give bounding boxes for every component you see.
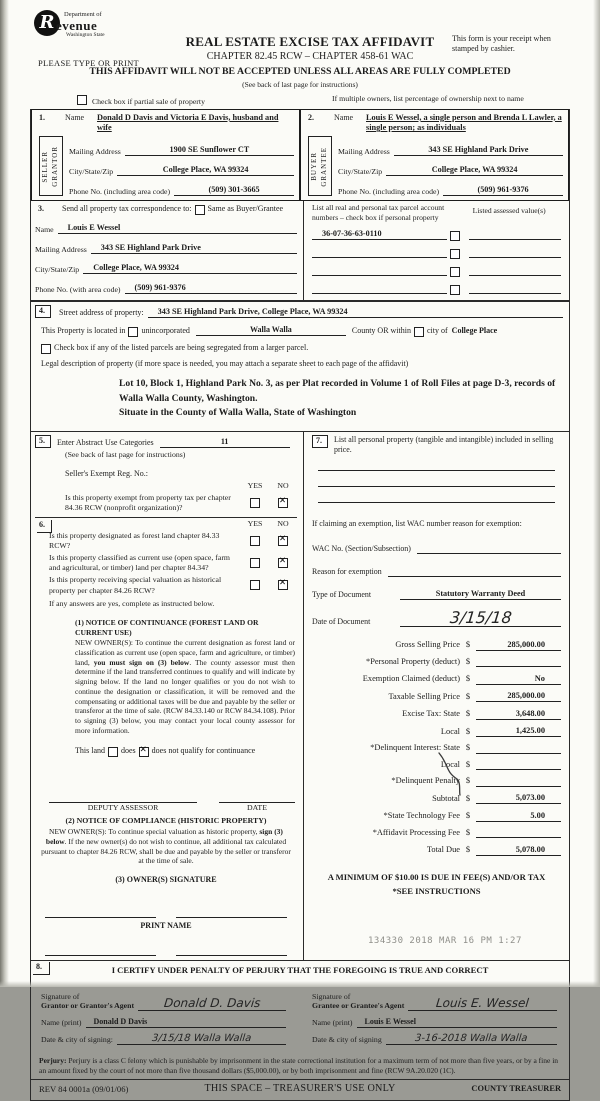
reason-exemption-label: Reason for exemption [312, 567, 382, 577]
corr-city-value[interactable]: College Place, WA 99324 [83, 262, 297, 274]
section4-number: 4. [35, 305, 51, 318]
deputy-assessor-signature-line[interactable] [49, 790, 197, 803]
logo-department-of: Department of [64, 11, 102, 18]
buyer-name-value[interactable]: Louis E Wessel, a single person and Brenda L Lawler, a single person; as individuals [366, 112, 562, 133]
s6-question3: Is this property receiving special valuation as historical property per chapter 84.26 RCW? [49, 575, 222, 595]
dollar-sign: $ [465, 674, 471, 684]
parcel-number-1[interactable]: 36-07-36-63-0110 [312, 229, 447, 240]
grantee-name-print-value[interactable]: Louis E Wessel [357, 1017, 558, 1028]
grantee-sig-label2: Grantee or Grantee's Agent [312, 1001, 405, 1011]
logo-washington-state: Washington State [66, 32, 105, 39]
grantor-sig-label1: Signature of [41, 991, 80, 1001]
grantee-sig-label1: Signature of [312, 991, 351, 1001]
grantee-signature-block [312, 986, 557, 1045]
personal-property-checkbox-3[interactable] [450, 267, 460, 277]
s6-question1: Is this property designated as forest land chapter 84.33 RCW? [49, 530, 220, 551]
personal-property-line-2[interactable] [318, 474, 555, 487]
parcel-number-2[interactable] [312, 247, 447, 258]
seller-phone-value[interactable]: (509) 301-3665 [174, 184, 294, 196]
grantor-signature-block [41, 986, 286, 1045]
perjury-statement [31, 1052, 569, 1080]
s6-yes-header: YES [247, 519, 263, 529]
same-as-buyer-label: Same as Buyer/Grantee [207, 204, 284, 214]
parcel-numbers-heading: List all real and personal tax parcel account numbers – check box if personal property [312, 203, 445, 222]
segregated-checkbox[interactable] [41, 344, 51, 354]
s6-q3-no-checkbox[interactable] [278, 580, 288, 590]
compliance-body-2: . If the new owner(s) do not wish to continue, all additional tax calculated pursuant to chapter 84.26 RCW, shall be due and payable by the seller or transferor at the time of sale. [41, 836, 291, 866]
fee-value-gross[interactable]: 285,000.00 [476, 639, 561, 651]
buyer-city-value[interactable]: College Place, WA 99324 [386, 164, 563, 176]
corr-city-label: City/State/Zip [35, 264, 80, 274]
perjury-label: Perjury: [39, 1055, 67, 1065]
unincorporated-checkbox[interactable] [128, 327, 138, 337]
deputy-assessor-date-line[interactable] [219, 790, 295, 803]
fee-label-delinq-penalty: *Delinquent Penalty [391, 776, 460, 786]
fee-value-total-due[interactable]: 5,078.00 [476, 844, 561, 856]
fee-label-taxable: Taxable Selling Price [388, 691, 460, 701]
city-of-value[interactable]: College Place [451, 326, 498, 336]
land-does-not-label: does not qualify for continuance [151, 745, 256, 755]
seller-name-label: Name [65, 112, 85, 122]
assessed-value-2[interactable] [469, 247, 561, 258]
dollar-sign: $ [465, 759, 471, 769]
seller-exempt-reg-label: Seller's Exempt Reg. No.: [65, 469, 148, 479]
corr-mailing-label: Mailing Address [35, 244, 87, 254]
legal-description-text [119, 377, 559, 420]
logo-revenue: evenue [56, 18, 98, 34]
form-title: REAL ESTATE EXCISE TAX AFFIDAVIT [185, 34, 435, 49]
fee-value-processing-fee[interactable] [476, 827, 561, 838]
s6-if-any-note: If any answers are yes, complete as instructed below. [49, 598, 215, 608]
s5-exempt-question: Is this property exempt from property tax per chapter 84.36 RCW (nonprofit organization)? [65, 492, 231, 513]
fee-value-excise-state[interactable]: 3,648.00 [476, 708, 561, 720]
grantee-name-print-label: Name (print) [312, 1018, 353, 1028]
deputy-date-label: DATE [247, 802, 267, 812]
fee-label-excise-local: Local [440, 726, 460, 736]
s6-q1-no-checkbox[interactable] [278, 536, 288, 546]
fee-label-excise-state: Excise Tax: State [402, 709, 460, 719]
s6-q2-yes-checkbox[interactable] [250, 558, 260, 568]
grantor-date-city-handwritten[interactable]: 3/15/18 Walla Walla [151, 1032, 252, 1044]
abstract-use-label: Enter Abstract Use Categories [57, 437, 154, 447]
buyer-phone-label: Phone No. (including area code) [338, 186, 440, 196]
fee-label-total-due: Total Due [426, 845, 460, 855]
buyer-role-box [308, 136, 332, 196]
abstract-use-value[interactable]: 11 [160, 437, 290, 448]
legal-description-label: Legal description of property (if more space is needed, you may attach a separate sheet to each page of the affidavit) [41, 359, 409, 369]
fee-label-processing-fee: *Affidavit Processing Fee [372, 827, 460, 837]
form-footer-row [31, 1080, 569, 1101]
seller-role-word2: GRANTOR [51, 146, 59, 187]
doc-type-value[interactable]: Statutory Warranty Deed [400, 588, 561, 600]
buyer-grantee-box [300, 109, 569, 202]
print-name-line-1[interactable] [45, 945, 156, 956]
section3-number: 3. [38, 204, 44, 214]
street-address-value[interactable]: 343 SE Highland Park Drive, College Place, WA 99324 [148, 306, 563, 318]
continuance-body-1: NEW OWNER(S): To continue the current designation as forest land or classification as current use (open space, farm and agriculture, or timber) land, [75, 638, 295, 667]
wac-number-value[interactable] [417, 543, 561, 554]
corr-name-value[interactable]: Louis E Wessel [58, 222, 297, 234]
s6-q3-yes-checkbox[interactable] [250, 580, 260, 590]
corr-phone-label: Phone No. (with area code) [35, 284, 121, 294]
receipt-note: This form is your receipt when stamped by cashier. [452, 34, 551, 54]
print-name-line-2[interactable] [176, 945, 287, 956]
doc-date-label: Date of Document [312, 617, 371, 627]
fee-value-tech-fee[interactable]: 5.00 [476, 810, 561, 822]
fee-value-delinq-int-state[interactable] [476, 743, 561, 754]
section7-heading: List all personal property (tangible and intangible) included in selling price. [334, 434, 554, 454]
compliance-title: (2) NOTICE OF COMPLIANCE (HISTORIC PROPERTY) [65, 816, 267, 826]
scan-edge-shadow-left [0, 0, 9, 987]
buyer-mailing-label: Mailing Address [338, 146, 390, 156]
legal-description-line2: Situate in the County of Walla Walla, State of Washington [119, 407, 357, 419]
seller-grantor-box [31, 109, 300, 202]
partial-sale-label: Check box if partial sale of property [91, 97, 205, 106]
doc-type-label: Type of Document [312, 590, 372, 600]
grantor-signature-handwritten[interactable]: Donald D. Davis [163, 995, 262, 1010]
section7-number: 7. [312, 435, 328, 448]
seller-role-box [39, 136, 63, 196]
personal-property-checkbox-1[interactable] [450, 231, 460, 241]
see-instructions-note: *SEE INSTRUCTIONS [392, 885, 481, 896]
legal-description-line1: Lot 10, Block 1, Highland Park No. 3, as per Plat recorded in Volume 1 of Roll Files at page D-3, records of Walla Walla County, Washington. [119, 378, 556, 404]
section5-6-column [31, 432, 303, 961]
assessed-value-4[interactable] [469, 283, 561, 294]
see-back-note: (See back of last page for instructions) [242, 80, 358, 89]
seller-mailing-value[interactable]: 1900 SE Sunflower CT [125, 144, 294, 156]
owner-signature-line-2[interactable] [176, 907, 287, 918]
buyer-mailing-value[interactable]: 343 SE Highland Park Drive [394, 144, 563, 156]
owners-signature-heading: (3) OWNER(S) SIGNATURE [115, 875, 217, 885]
county-value[interactable]: Walla Walla [196, 325, 346, 336]
s6-question2: Is this property classified as current use (open space, farm and agricultural, or timber) land per chapter 84.34? [49, 553, 230, 573]
dor-logo [34, 10, 105, 39]
fee-label-tech-fee: *State Technology Fee [383, 811, 460, 821]
section7-fees-column [303, 432, 569, 961]
certify-statement: I CERTIFY UNDER PENALTY OF PERJURY THAT THE FOREGOING IS TRUE AND CORRECT [111, 965, 489, 976]
cashier-receipt-stamp: 134330 2018 MAR 16 PM 1:27 [368, 936, 522, 946]
fee-label-subtotal: Subtotal [432, 793, 460, 803]
corr-phone-value[interactable]: (509) 961-9376 [125, 282, 297, 294]
county-or-label: County OR within [351, 326, 411, 336]
parcel-number-3[interactable] [312, 265, 447, 276]
corr-mailing-value[interactable]: 343 SE Highland Park Drive [91, 242, 297, 254]
section5-number: 5. [35, 435, 51, 448]
assessed-values-heading: Listed assessed value(s) [472, 206, 546, 216]
dollar-sign: $ [465, 691, 471, 701]
s5-yes-header: YES [247, 481, 263, 491]
pen-mark [435, 751, 475, 797]
wac-number-label: WAC No. (Section/Subsection) [312, 544, 411, 554]
section3-tax-correspondence [31, 201, 569, 302]
s5-yes-checkbox[interactable] [250, 498, 260, 508]
buyer-phone-value[interactable]: (509) 961-9376 [443, 184, 563, 196]
section2-number: 2. [308, 112, 314, 122]
form-warning: THIS AFFIDAVIT WILL NOT BE ACCEPTED UNLESS ALL AREAS ARE FULLY COMPLETED [89, 66, 511, 77]
section5-subnote: (See back of last page for instructions) [65, 449, 186, 459]
city-checkbox[interactable] [414, 327, 424, 337]
seller-city-value[interactable]: College Place, WA 99324 [117, 164, 294, 176]
dollar-sign: $ [465, 743, 471, 753]
grantor-name-print-value[interactable]: Donald D Davis [86, 1017, 287, 1028]
fee-value-delinq-int-local[interactable] [476, 759, 561, 770]
dollar-sign: $ [465, 827, 471, 837]
personal-property-checkbox-2[interactable] [450, 249, 460, 259]
corr-name-label: Name [35, 224, 54, 234]
reason-exemption-value[interactable] [388, 566, 561, 577]
county-treasurer-label: COUNTY TREASURER [471, 1083, 561, 1093]
fee-label-delinq-int-local: Local [440, 759, 460, 769]
dollar-sign: $ [465, 726, 471, 736]
assessed-value-1[interactable] [469, 229, 561, 240]
buyer-role-word1: BUYER [310, 152, 319, 181]
land-does-checkbox[interactable] [108, 747, 118, 757]
s5-no-checkbox[interactable] [278, 498, 288, 508]
seller-phone-label: Phone No. (including area code) [69, 186, 171, 196]
fee-label-exemption: Exemption Claimed (deduct) [362, 674, 460, 684]
dollar-sign: $ [465, 811, 471, 821]
grantee-date-city-handwritten[interactable]: 3-16-2018 Walla Walla [414, 1032, 529, 1044]
continuance-body-2: . The county assessor must then determine if the land transferred continues to qualify and will indicate by signing below. If the land no longer qualifies or you do not wish to continue the designation or classification, it will be removed and the compensating or additional taxes will be due and payable by the seller or transferor at the time of sale. (RCW 84.33.140 or RCW 84.34.108). Prior to signing (3) below, you may contact your local county assessor for more information. [75, 657, 295, 735]
fee-value-subtotal[interactable]: 5,073.00 [476, 792, 561, 804]
grantor-date-city-label: Date & city of signing: [41, 1035, 113, 1045]
dor-logo-icon: R [34, 10, 60, 36]
seller-role-word1: SELLER [41, 150, 50, 183]
section3-heading: Send all property tax correspondence to: [62, 204, 192, 214]
scan-edge-shadow-right [593, 0, 600, 987]
section6 [35, 517, 297, 956]
fee-value-exemption[interactable]: No [476, 673, 561, 685]
fee-value-personal[interactable] [476, 656, 561, 667]
section4-property-address [31, 302, 569, 431]
grantee-signature-handwritten[interactable]: Louis E. Wessel [435, 995, 530, 1010]
treasurer-space-label: THIS SPACE – TREASURER'S USE ONLY [204, 1082, 396, 1094]
grantor-name-print-label: Name (print) [41, 1018, 82, 1028]
continuance-bold: you must sign on (3) below [93, 657, 190, 667]
partial-sale-checkbox[interactable] [77, 95, 87, 105]
same-as-buyer-checkbox[interactable] [195, 205, 205, 215]
form-header [30, 6, 570, 94]
dollar-sign: $ [465, 793, 471, 803]
parcel-number-4[interactable] [312, 283, 447, 294]
buyer-role-word2: GRANTEE [320, 146, 328, 187]
located-in-label: This Property is located in [41, 326, 126, 336]
city-of-label: city of [427, 326, 448, 336]
dollar-sign: $ [465, 845, 471, 855]
land-does-not-checkbox[interactable] [139, 747, 149, 757]
form-rev-number: REV 84 0001a (09/01/06) [39, 1083, 129, 1094]
segregated-label: Check box if any of the listed parcels are being segregated from a larger parcel. [54, 343, 309, 353]
buyer-name-label: Name [334, 112, 354, 122]
multiple-owners-note: If multiple owners, list percentage of ownership next to name [332, 94, 524, 103]
fee-value-delinq-penalty[interactable] [476, 776, 561, 787]
street-address-label: Street address of property: [59, 308, 144, 318]
compliance-bold: sign (3) below [45, 827, 283, 846]
form-subtitle: CHAPTER 82.45 RCW – CHAPTER 458-61 WAC [206, 51, 414, 63]
notice-of-compliance [35, 816, 297, 866]
please-type-or-print: PLEASE TYPE OR PRINT [38, 58, 140, 68]
personal-property-checkbox-4[interactable] [450, 285, 460, 295]
grantee-date-city-label: Date & city of signing [312, 1035, 382, 1045]
buyer-city-label: City/State/Zip [338, 166, 383, 176]
fee-value-taxable[interactable]: 285,000.00 [476, 690, 561, 702]
continuance-title: (1) NOTICE OF CONTINUANCE (FOREST LAND OR CURRENT USE) [75, 618, 259, 638]
fee-table [312, 639, 561, 856]
s6-no-header: NO [277, 519, 289, 529]
this-land-label: This land [75, 745, 105, 755]
s6-q2-no-checkbox[interactable] [278, 558, 288, 568]
s5-no-header: NO [277, 481, 289, 491]
dollar-sign: $ [465, 640, 471, 650]
minimum-fee-note: A MINIMUM OF $10.00 IS DUE IN FEE(S) AND/OR TAX [327, 871, 546, 882]
deputy-assessor-label: DEPUTY ASSESSOR [87, 802, 159, 812]
section1-number: 1. [39, 112, 45, 122]
print-name-heading: PRINT NAME [140, 921, 192, 931]
section8-number: 8. [33, 962, 50, 975]
grantor-sig-label2: Grantor or Grantor's Agent [41, 1001, 135, 1011]
fee-label-delinq-int-state: *Delinquent Interest: State [370, 743, 460, 753]
owner-signature-line-1[interactable] [45, 907, 156, 918]
section6-number: 6. [37, 520, 52, 533]
compliance-body-1: NEW OWNER(S): To continue special valuation as historic property, [49, 827, 260, 837]
s6-q1-yes-checkbox[interactable] [250, 536, 260, 546]
personal-property-line-3[interactable] [318, 490, 555, 503]
fee-label-personal: *Personal Property (deduct) [366, 656, 460, 666]
seller-mailing-label: Mailing Address [69, 146, 121, 156]
fee-value-excise-local[interactable]: 1,425.00 [476, 725, 561, 737]
exemption-claim-note: If claiming an exemption, list WAC number reason for exemption: [312, 519, 522, 529]
unincorporated-label: unincorporated [141, 326, 190, 336]
notice-of-continuance [75, 618, 295, 735]
seller-city-label: City/State/Zip [69, 166, 114, 176]
dollar-sign: $ [465, 776, 471, 786]
personal-property-line-1[interactable] [318, 458, 555, 471]
dollar-sign: $ [465, 709, 471, 719]
land-does-label: does [121, 745, 136, 755]
assessed-value-3[interactable] [469, 265, 561, 276]
perjury-body: Perjury is a class C felony which is punishable by imprisonment in the state correctional institution for a maximum term of not more than five years, or by a fine in an amount fixed by the court of not more than five thousand dollars ($5,000.00), or by both imprisonment and fine (RCW 9A.20.020 (1C). [39, 1055, 559, 1075]
seller-name-value[interactable]: Donald D Davis and Victoria E Davis, husband and wife [97, 112, 279, 133]
fee-label-gross: Gross Selling Price [395, 640, 460, 650]
doc-date-value-handwritten[interactable]: 3/15/18 [448, 607, 513, 627]
dollar-sign: $ [465, 656, 471, 666]
scan-edge-shadow-bottom [0, 981, 600, 987]
